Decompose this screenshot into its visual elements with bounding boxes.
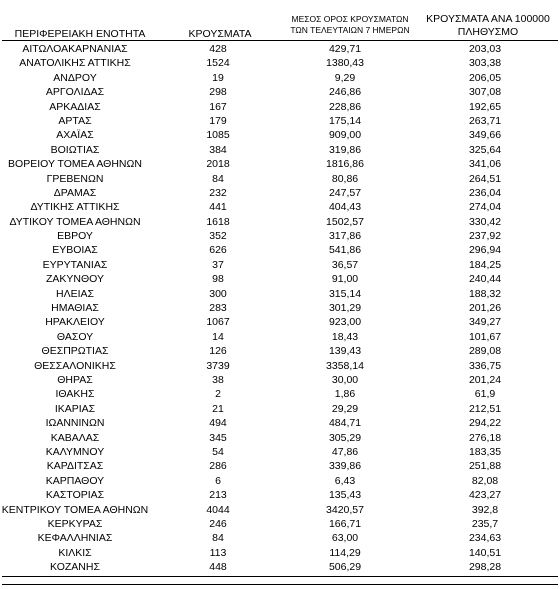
cell-avg: 175,14 [328,114,362,127]
cell-cases: 352 [209,230,227,243]
cell-per100k: 188,32 [468,287,502,300]
cell-cases: 626 [209,244,227,257]
cell-per100k: 251,88 [468,460,502,473]
table-row [0,172,560,186]
cell-avg: 166,71 [328,517,362,530]
cell-per100k: 184,25 [468,258,502,271]
table-row [0,243,560,257]
cell-unit: ΓΡΕΒΕΝΩΝ [46,172,104,185]
cell-unit: ΘΑΣΟΥ [56,330,94,343]
cell-unit: ΑΡΚΑΔΙΑΣ [49,100,101,113]
cell-cases: 54 [212,445,224,458]
cell-per100k: 201,24 [468,373,502,386]
cell-avg: 317,86 [328,230,362,243]
cell-cases: 3739 [206,359,230,372]
cell-unit: ΒΟΡΕΙΟΥ ΤΟΜΕΑ ΑΘΗΝΩΝ [8,158,142,171]
table-row [0,488,560,502]
header-per100k-line1: ΚΡΟΥΣΜΑΤΑ ΑΝΑ 100000 [426,13,550,25]
cell-unit: ΗΜΑΘΙΑΣ [51,302,99,315]
cell-per100k: 307,08 [468,86,502,99]
table-bottom-rule-second [2,584,558,585]
table-row [0,416,560,430]
cell-cases: 286 [209,460,227,473]
cell-avg: 319,86 [328,143,362,156]
cell-per100k: 240,44 [468,273,502,286]
cell-cases: 98 [212,273,224,286]
cell-per100k: 274,04 [468,201,502,214]
cell-avg: 36,57 [331,258,359,271]
cell-cases: 2018 [206,158,230,171]
table-row [0,445,560,459]
table-row [0,344,560,358]
cell-avg: 484,71 [328,417,362,430]
cell-per100k: 61,9 [474,388,496,401]
cell-cases: 283 [209,302,227,315]
cell-avg: 1,86 [334,388,356,401]
cell-avg: 18,43 [331,330,359,343]
table-row [0,186,560,200]
table-row [0,546,560,560]
cell-cases: 232 [209,186,227,199]
table-row [0,157,560,171]
cell-avg: 47,86 [331,445,359,458]
cell-avg: 80,86 [331,172,359,185]
cell-unit: ΚΑΛΥΜΝΟΥ [45,445,105,458]
cell-per100k: 192,65 [468,100,502,113]
table-row [0,71,560,85]
cell-per100k: 140,51 [468,546,502,559]
cell-avg: 301,29 [328,302,362,315]
cell-avg: 404,43 [328,201,362,214]
cell-unit: ΘΕΣΠΡΩΤΙΑΣ [41,345,109,358]
cell-avg: 429,71 [328,43,362,55]
cell-unit: ΚΑΡΔΙΤΣΑΣ [46,460,104,473]
cell-cases: 428 [209,43,227,55]
table-row [0,373,560,387]
header-avg-line1: ΜΕΣΟΣ ΟΡΟΣ ΚΡΟΥΣΜΑΤΩΝ [291,14,409,24]
cell-per100k: 341,06 [468,158,502,171]
cell-per100k: 206,05 [468,71,502,84]
cell-unit: ΖΑΚΥΝΘΟΥ [45,273,104,286]
cell-avg: 135,43 [328,489,362,502]
table-row [0,200,560,214]
cell-avg: 114,29 [329,546,361,559]
cell-avg: 305,29 [328,431,362,444]
cell-cases: 246 [209,517,227,530]
cell-per100k: 298,28 [468,561,502,574]
cell-per100k: 101,67 [468,330,502,343]
cell-unit: ΕΒΡΟΥ [57,230,93,243]
table-row [0,42,560,56]
cell-avg: 1816,86 [326,158,364,171]
cell-cases: 448 [209,561,227,574]
cell-avg: 228,86 [328,100,362,113]
cell-per100k: 235,7 [471,517,499,530]
cell-per100k: 325,64 [468,143,502,156]
cell-unit: ΑΝΔΡΟΥ [53,71,97,84]
table-row [0,560,560,574]
cell-per100k: 392,8 [471,503,499,516]
table-row [0,287,560,301]
cell-per100k: 294,22 [468,417,502,430]
cell-per100k: 212,51 [468,402,502,415]
table-row [0,229,560,243]
table-row [0,56,560,70]
cell-cases: 4044 [206,503,230,516]
cell-unit: ΚΕΦΑΛΛΗΝΙΑΣ [37,532,113,545]
cell-unit: ΑΝΑΤΟΛΙΚΗΣ ΑΤΤΙΚΗΣ [19,57,131,70]
table-row [0,531,560,545]
table-row [0,315,560,329]
cell-per100k: 349,66 [468,129,502,142]
cell-unit: ΙΩΑΝΝΙΝΩΝ [45,417,105,430]
cell-unit: ΑΙΤΩΛΟΑΚΑΡΝΑΝΙΑΣ [22,43,128,55]
cell-per100k: 303,38 [468,57,502,70]
cell-per100k: 276,18 [468,431,502,444]
table-row [0,387,560,401]
cell-cases: 1524 [206,57,230,70]
cell-unit: ΔΥΤΙΚΟΥ ΤΟΜΕΑ ΑΘΗΝΩΝ [9,215,141,228]
table-row [0,359,560,373]
table-row [0,503,560,517]
cell-cases: 298 [209,86,227,99]
cell-unit: ΑΡΤΑΣ [58,114,92,127]
cell-cases: 1618 [206,215,230,228]
cell-unit: ΙΘΑΚΗΣ [55,388,95,401]
cell-cases: 167 [209,100,227,113]
cell-unit: ΒΟΙΩΤΙΑΣ [50,143,100,156]
cell-unit: ΔΡΑΜΑΣ [53,186,97,199]
cell-avg: 315,14 [328,287,362,300]
cell-unit: ΗΡΑΚΛΕΙΟΥ [45,316,105,329]
cell-cases: 21 [212,402,224,415]
cell-unit: ΑΡΓΟΛΙΔΑΣ [45,86,105,99]
cell-per100k: 263,71 [468,114,502,127]
table-row [0,128,560,142]
cell-cases: 19 [212,71,224,84]
header-divider [2,40,558,41]
cell-per100k: 423,27 [468,489,502,502]
table-row [0,431,560,445]
cell-avg: 506,29 [328,561,362,574]
cell-per100k: 349,27 [468,316,502,329]
table-row [0,100,560,114]
cell-avg: 91,00 [331,273,359,286]
table-row [0,301,560,315]
cell-unit: ΑΧΑΪΑΣ [56,129,94,142]
cell-cases: 384 [209,143,227,156]
cell-cases: 300 [209,287,227,300]
cell-cases: 37 [212,258,224,271]
table-body [0,42,560,574]
cell-avg: 909,00 [328,129,362,142]
header-avg-line2: ΤΩΝ ΤΕΛΕΥΤΑΙΩΝ 7 ΗΜΕΡΩΝ [290,25,410,35]
cell-unit: ΘΗΡΑΣ [57,373,93,386]
cell-unit: ΗΛΕΙΑΣ [55,287,94,300]
cell-avg: 29,29 [331,402,359,415]
cell-cases: 1085 [206,129,230,142]
cell-cases: 84 [212,172,224,185]
cell-avg: 541,86 [328,244,362,257]
cell-per100k: 183,35 [468,445,502,458]
header-per-100k [418,13,558,39]
cell-unit: ΔΥΤΙΚΗΣ ΑΤΤΙΚΗΣ [30,201,120,214]
cell-cases: 179 [209,114,227,127]
cell-cases: 84 [212,532,224,545]
cell-unit: ΕΥΒΟΙΑΣ [52,244,98,257]
table-row [0,258,560,272]
cell-per100k: 201,26 [468,302,502,315]
cell-per100k: 289,08 [468,345,502,358]
cell-avg: 1380,43 [326,57,364,70]
cell-unit: ΚΕΡΚΥΡΑΣ [47,517,103,530]
header-per100k-line2: ΠΛΗΘΥΣΜΟ [457,26,519,38]
cell-cases: 441 [209,201,227,214]
cell-cases: 38 [212,373,224,386]
cell-cases: 213 [209,489,227,502]
header-avg-7-days [275,14,425,36]
cell-avg: 246,86 [328,86,362,99]
cell-avg: 3358,14 [326,359,364,372]
cell-unit: ΚΕΝΤΡΙΚΟΥ ΤΟΜΕΑ ΑΘΗΝΩΝ [1,503,149,516]
cell-per100k: 203,03 [468,43,502,55]
table-row [0,517,560,531]
cell-avg: 9,29 [334,71,356,84]
cell-avg: 63,00 [331,532,359,545]
cell-unit: ΙΚΑΡΙΑΣ [54,402,96,415]
table-bottom-rule [2,576,558,577]
table-row [0,215,560,229]
cell-per100k: 330,42 [468,215,502,228]
cell-cases: 2 [215,388,221,401]
cell-per100k: 82,08 [471,474,499,487]
cell-per100k: 264,51 [468,172,502,185]
cell-avg: 1502,57 [326,215,364,228]
table-row [0,85,560,99]
cell-avg: 6,43 [334,474,356,487]
cell-avg: 3420,57 [326,503,364,516]
header-unit: ΠΕΡΙΦΕΡΕΙΑΚΗ ΕΝΟΤΗΤΑ [14,28,146,40]
cell-unit: ΕΥΡΥΤΑΝΙΑΣ [42,258,108,271]
cell-unit: ΚΑΡΠΑΘΟΥ [45,474,105,487]
table-row [0,330,560,344]
table-row [0,143,560,157]
cell-avg: 139,43 [328,345,362,358]
table-row [0,402,560,416]
cell-unit: ΚΟΖΑΝΗΣ [50,561,100,574]
cell-cases: 494 [209,417,227,430]
cell-cases: 113 [209,546,227,559]
cell-per100k: 336,75 [468,359,502,372]
cell-per100k: 234,63 [468,532,502,545]
cell-avg: 30,00 [331,373,359,386]
cell-avg: 923,00 [328,316,362,329]
table-row [0,459,560,473]
cell-cases: 14 [212,330,224,343]
cell-per100k: 296,94 [468,244,502,257]
cell-unit: ΚΙΛΚΙΣ [58,546,92,559]
cell-avg: 339,86 [328,460,362,473]
table-row [0,114,560,128]
cell-cases: 345 [209,431,227,444]
cell-per100k: 236,04 [468,186,502,199]
cell-cases: 126 [209,345,227,358]
cell-cases: 6 [215,474,221,487]
cell-avg: 247,57 [328,186,362,199]
cell-cases: 1067 [206,316,230,329]
cell-unit: ΘΕΣΣΑΛΟΝΙΚΗΣ [34,359,116,372]
cell-per100k: 237,92 [468,230,502,243]
cell-unit: ΚΑΒΑΛΑΣ [50,431,100,444]
table-row [0,474,560,488]
table-row [0,272,560,286]
header-cases: ΚΡΟΥΣΜΑΤΑ [188,28,252,40]
cell-unit: ΚΑΣΤΟΡΙΑΣ [45,489,105,502]
